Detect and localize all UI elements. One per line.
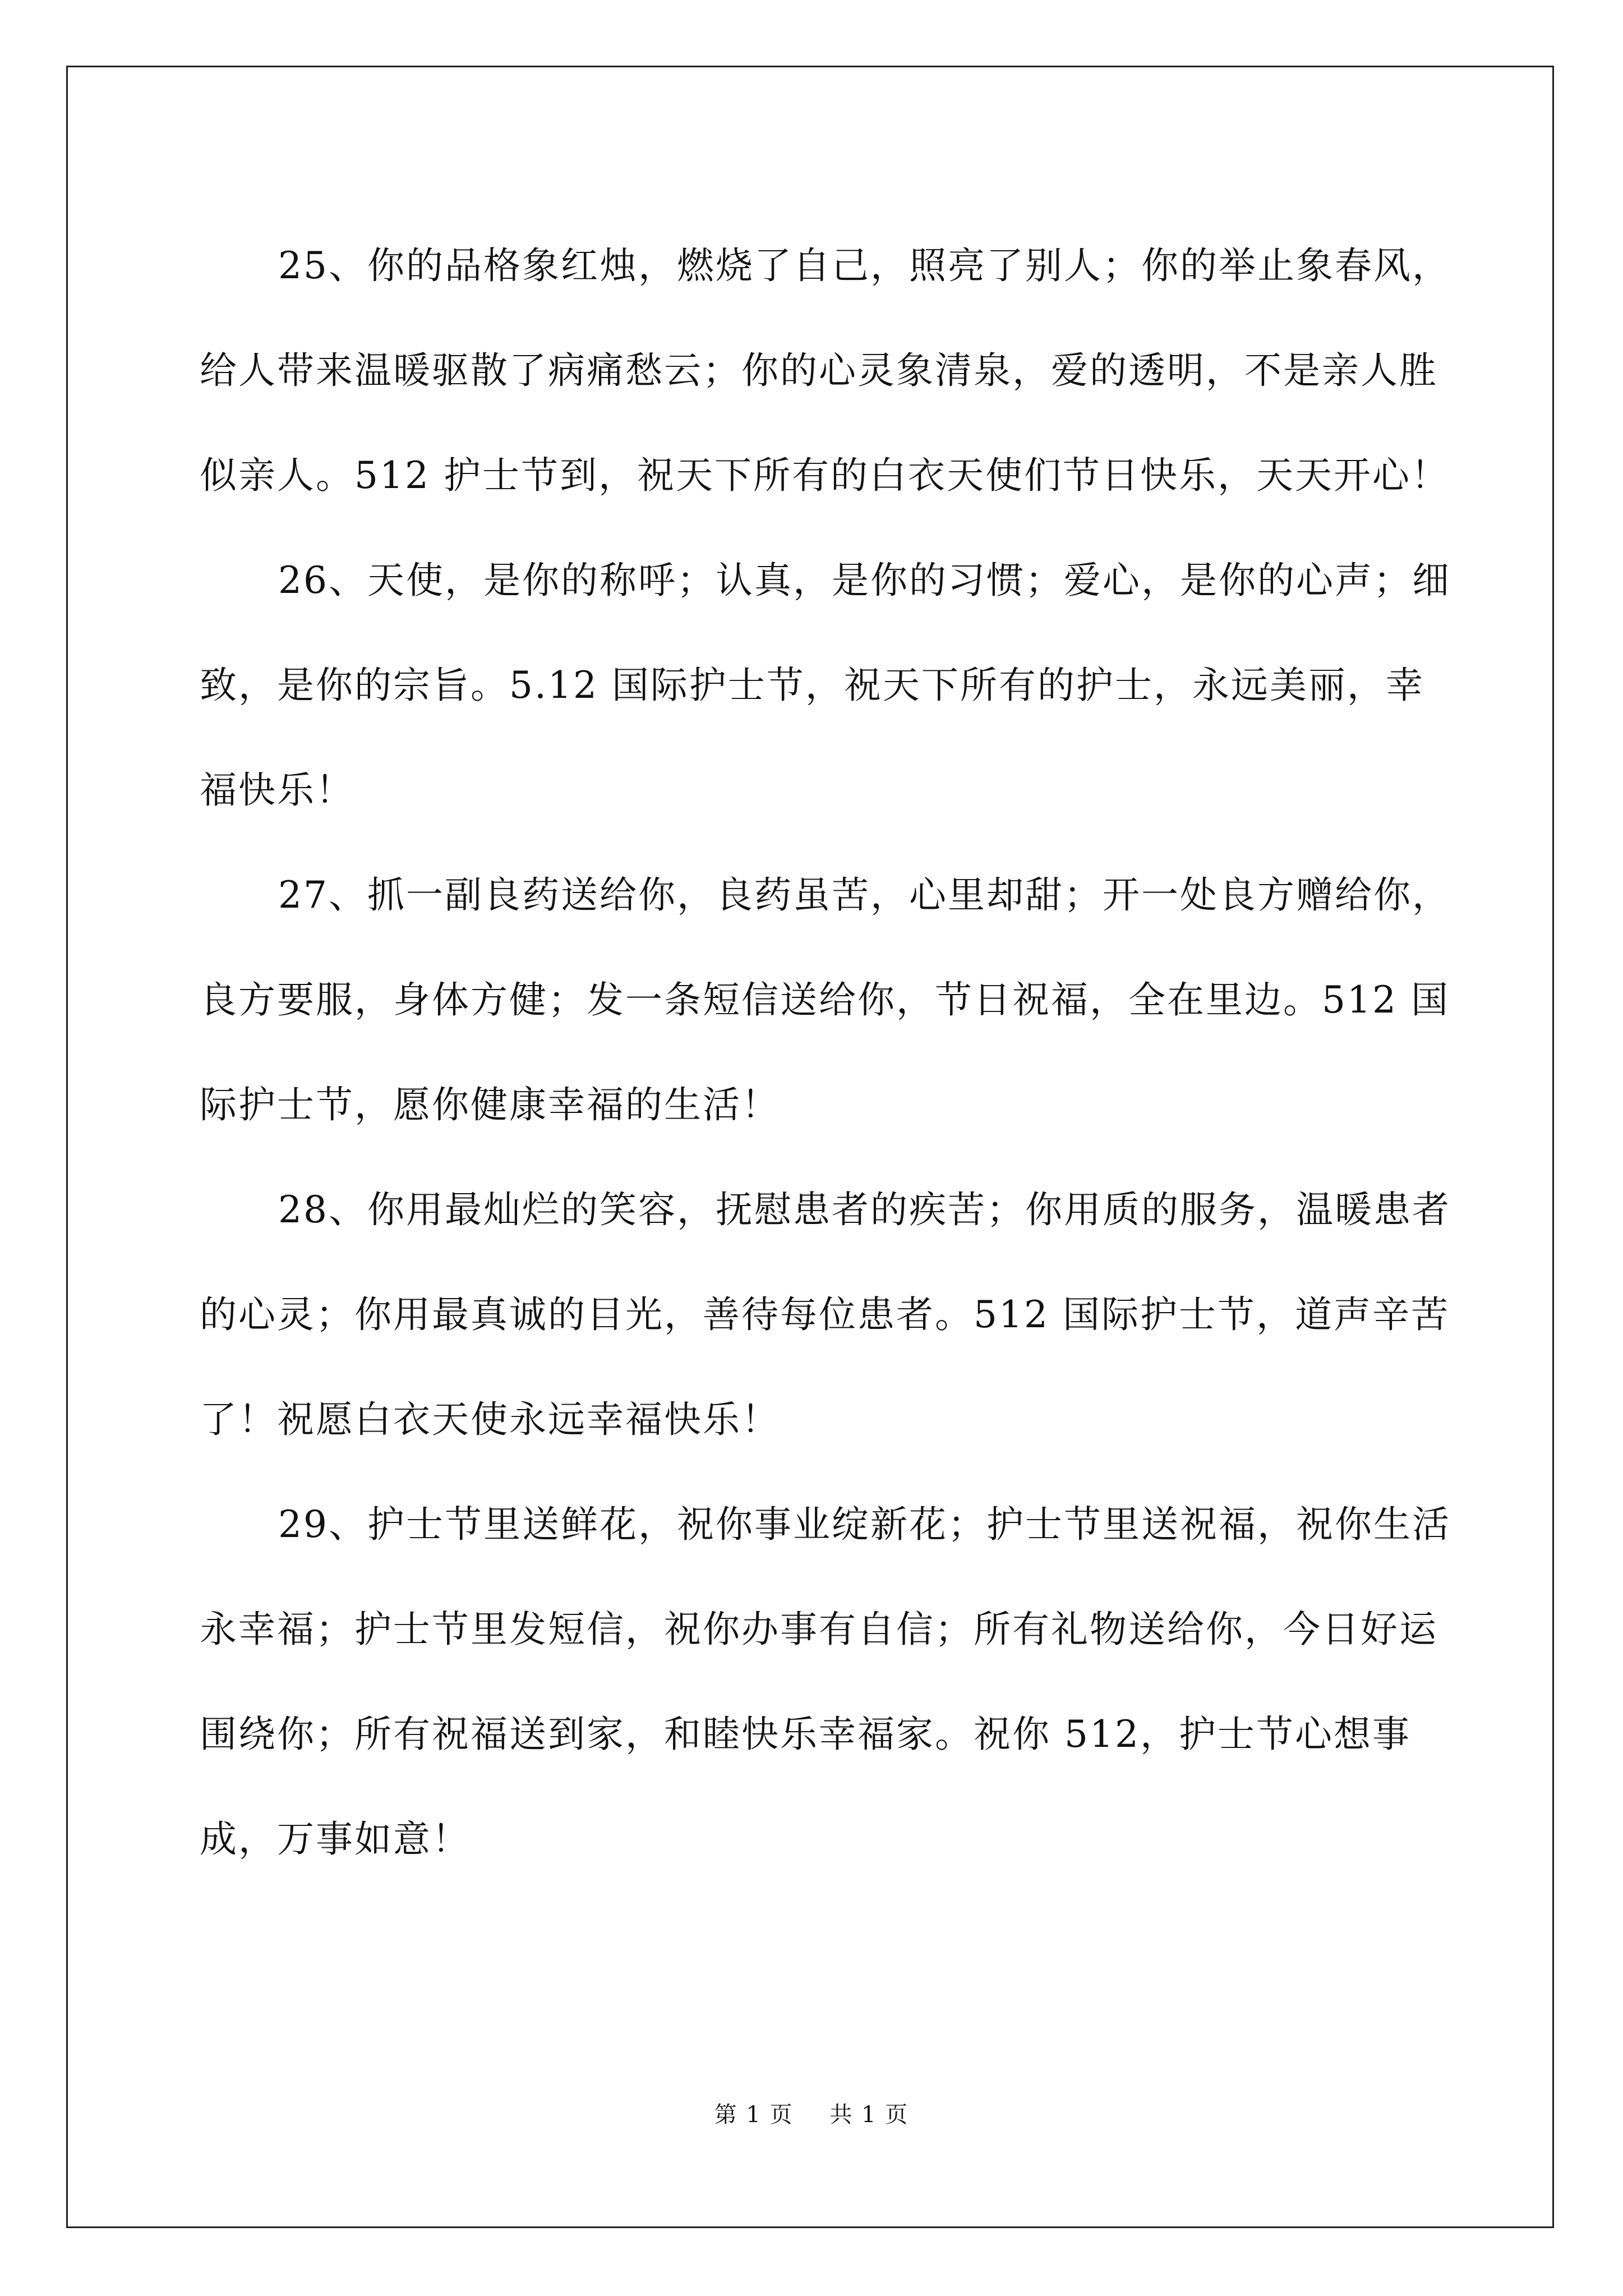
paragraph-27: 27、抓一副良药送给你，良药虽苦，心里却甜；开一处良方赠给你，良方要服，身体方健；发一条短信送给你，节日祝福，全在里边。512 国际护士节，愿你健康幸福的生活！ — [200, 873, 1451, 1126]
page-footer — [0, 2101, 1623, 2129]
page-total: 共 1 页 — [829, 2102, 909, 2128]
page-number: 第 1 页 — [714, 2102, 794, 2128]
document-body — [200, 213, 1456, 1892]
paragraph-26: 26、天使，是你的称呼；认真，是你的习惯；爱心，是你的心声；细致，是你的宗旨。5.12 国际护士节，祝天下所有的护士，永远美丽，幸福快乐！ — [200, 559, 1451, 812]
paragraph-29: 29、护士节里送鲜花，祝你事业绽新花；护士节里送祝福，祝你生活永幸福；护士节里发短信，祝你办事有自信；所有礼物送给你，今日好运围绕你；所有祝福送到家，和睦快乐幸福家。祝你 512，护士节心想事成，万事如意！ — [200, 1503, 1451, 1861]
paragraph-28: 28、你用最灿烂的笑容，抚慰患者的疾苦；你用质的服务，温暖患者的心灵；你用最真诚的目光，善待每位患者。512 国际护士节，道声辛苦了！祝愿白衣天使永远幸福快乐！ — [200, 1188, 1451, 1441]
paragraph-25: 25、你的品格象红烛，燃烧了自己，照亮了别人；你的举止象春风，给人带来温暖驱散了病痛愁云；你的心灵象清泉，爱的透明，不是亲人胜似亲人。512 护士节到，祝天下所有的白衣天使们节日快乐，天天开心！ — [200, 244, 1451, 497]
